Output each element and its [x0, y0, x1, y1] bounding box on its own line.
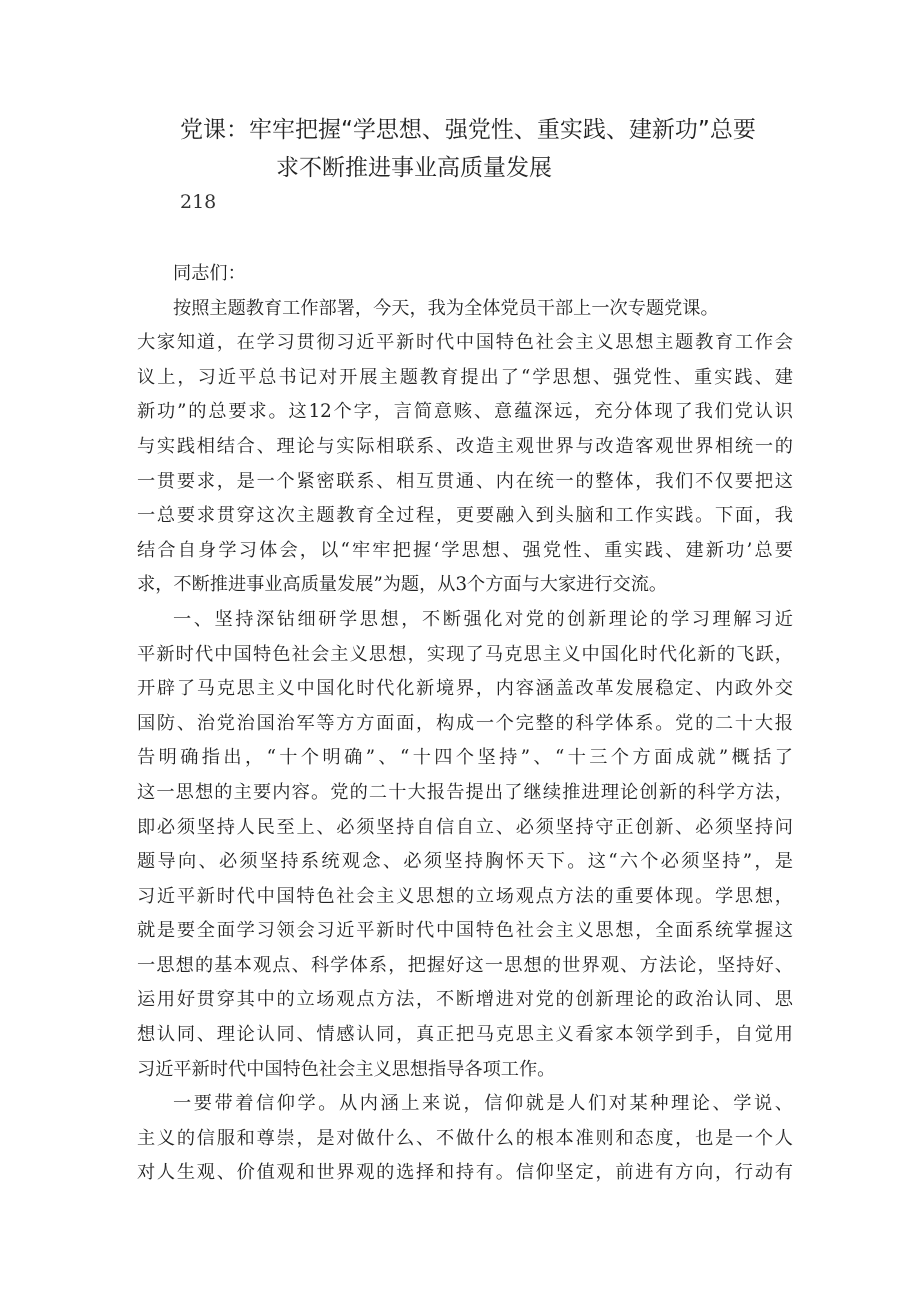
- section-heading-line: 一、坚持深钻细研学思想，不断强化对党的创新理论的学习理解习近: [173, 608, 793, 630]
- text-line: 习近平新时代中国特色社会主义思想指导各项工作。: [137, 1058, 556, 1080]
- text-line: 新功”的总要求。这12个字，言简意赅、意蕴深远，充分体现了我们党认识: [137, 401, 793, 423]
- text-line: 一思想的基本观点、科学体系，把握好这一思想的世界观、方法论，坚持好、: [137, 954, 793, 976]
- text-line: 一贯要求，是一个紧密联系、相互贯通、内在统一的整体，我们不仅要把这: [137, 470, 793, 492]
- text-line: 一总要求贯穿这次主题教育全过程，更要融入到头脑和工作实践。下面，我: [137, 505, 793, 527]
- text-line: 就是要全面学习领会习近平新时代中国特色社会主义思想，全面系统掌握这: [137, 920, 793, 942]
- text-line: 议上，习近平总书记对开展主题教育提出了“学思想、强党性、重实践、建: [137, 366, 793, 388]
- document-title-line-2: 求不断推进事业高质量发展: [276, 155, 552, 181]
- text-line: 即必须坚持人民至上、必须坚持自信自立、必须坚持守正创新、必须坚持问: [137, 816, 793, 838]
- salutation-line: 同志们：: [173, 263, 246, 284]
- text-line: 结合自身学习体会，以“牢牢把握‘学思想、强党性、重实践、建新功’总要: [137, 539, 793, 561]
- document-title-line-1: 党课：牢牢把握“学思想、强党性、重实践、建新功”总要: [180, 117, 756, 143]
- text-line: 开辟了马克思主义中国化时代化新境界，内容涵盖改革发展稳定、内政外交: [137, 678, 793, 700]
- text-line: 告明确指出，“十个明确”、“十四个坚持”、“十三个方面成就”概括了: [137, 747, 793, 769]
- text-line: 与实践相结合、理论与实际相联系、改造主观世界与改造客观世界相统一的: [137, 435, 793, 457]
- document-body: [137, 257, 793, 1191]
- text-line: 想认同、理论认同、情感认同，真正把马克思主义看家本领学到手，自觉用: [137, 1024, 793, 1046]
- text-line: 运用好贯穿其中的立场观点方法，不断增进对党的创新理论的政治认同、思: [137, 989, 793, 1011]
- text-line: 一要带着信仰学。从内涵上来说，信仰就是人们对某种理论、学说、: [173, 1093, 793, 1115]
- text-line: 求，不断推进事业高质量发展”为题，从3个方面与大家进行交流。: [137, 574, 668, 596]
- text-line: 大家知道，在学习贯彻习近平新时代中国特色社会主义思想主题教育工作会: [137, 332, 793, 354]
- text-line: 习近平新时代中国特色社会主义思想的立场观点方法的重要体现。学思想，: [137, 885, 793, 907]
- text-line: 对人生观、价值观和世界观的选择和持有。信仰坚定，前进有方向，行动有: [137, 1162, 793, 1184]
- document-number: 218: [180, 191, 217, 213]
- text-line: 题导向、必须坚持系统观念、必须坚持胸怀天下。这“六个必须坚持”，是: [137, 851, 793, 873]
- text-line: 国防、治党治国治军等方方面面，构成一个完整的科学体系。党的二十大报: [137, 712, 793, 734]
- text-line: 主义的信服和尊崇，是对做什么、不做什么的根本准则和态度，也是一个人: [137, 1127, 793, 1149]
- text-line: 这一思想的主要内容。党的二十大报告提出了继续推进理论创新的科学方法，: [137, 781, 793, 803]
- text-line: 平新时代中国特色社会主义思想，实现了马克思主义中国化时代化新的飞跃，: [137, 643, 793, 665]
- text-line: 按照主题教育工作部署，今天，我为全体党员干部上一次专题党课。: [173, 297, 719, 319]
